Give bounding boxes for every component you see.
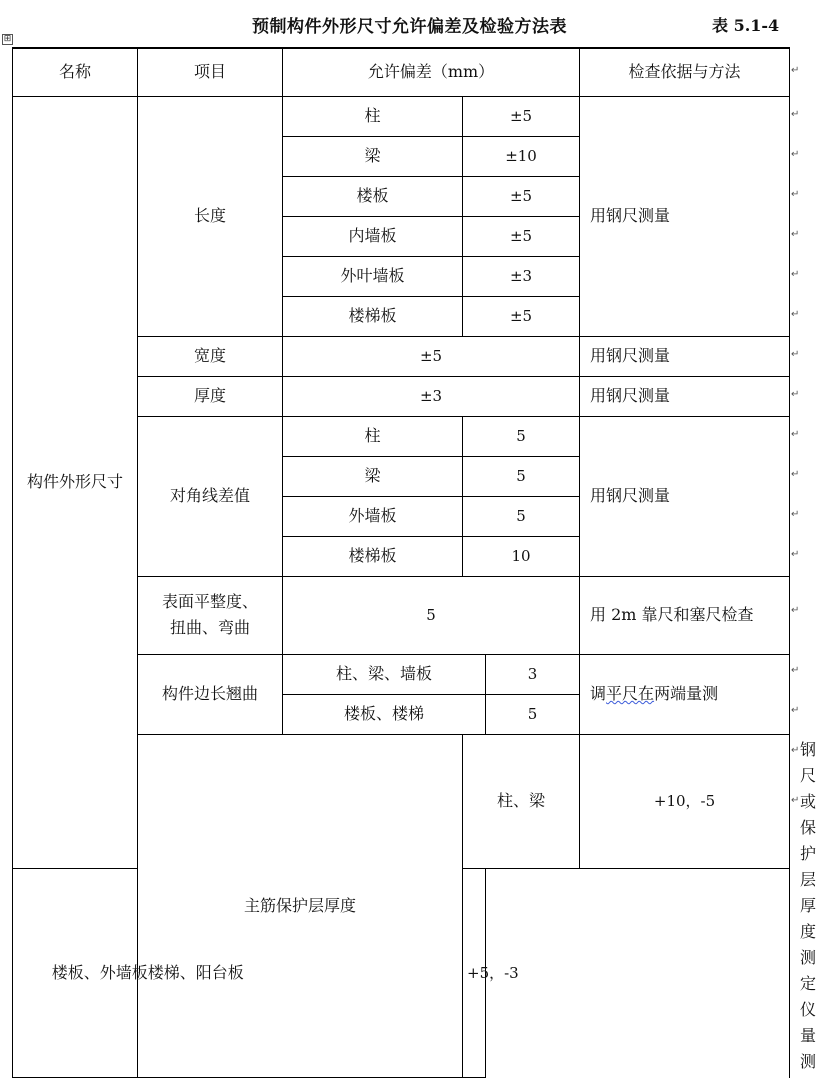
width-method: 用钢尺测量 <box>580 336 790 376</box>
header-method: 检查依据与方法 <box>580 48 790 96</box>
cover-label: 主筋保护层厚度 <box>138 734 463 1077</box>
width-label: 宽度 <box>138 336 283 376</box>
edge-warp-value: 5 <box>486 694 580 734</box>
table-row: 主筋保护层厚度 柱、梁 +10，-5 钢尺或保护层厚度测定仪量测 <box>13 734 790 869</box>
length-value: ±3 <box>463 256 580 296</box>
diagonal-part: 外墙板 <box>283 496 463 536</box>
row-end-mark: ↵ <box>791 349 800 360</box>
cover-value: +10，-5 <box>580 734 790 869</box>
edge-warp-label: 构件边长翘曲 <box>138 654 283 734</box>
cover-part: 柱、梁 <box>463 734 580 869</box>
table-header-row <box>13 48 790 96</box>
table-number: 表 5.1-4 <box>712 16 780 35</box>
length-label: 长度 <box>138 96 283 336</box>
row-end-mark: ↵ <box>791 795 800 806</box>
cover-value: +5，-3 <box>463 869 486 1078</box>
row-end-mark: ↵ <box>791 665 800 676</box>
length-method: 用钢尺测量 <box>580 96 790 336</box>
flatness-label-line2: 扭曲、弯曲 <box>169 618 250 637</box>
diagonal-value: 5 <box>463 456 580 496</box>
row-end-mark: ↵ <box>791 549 800 560</box>
row-end-mark: ↵ <box>791 745 800 756</box>
length-part: 内墙板 <box>283 216 463 256</box>
spellcheck-underline: 平尺在 <box>606 684 655 703</box>
row-end-mark: ↵ <box>791 109 800 120</box>
thickness-label: 厚度 <box>138 376 283 416</box>
length-value: ±5 <box>463 216 580 256</box>
tolerance-table <box>12 47 816 1078</box>
edge-warp-method: 调平尺在两端量测 <box>580 654 790 734</box>
table-move-handle-icon[interactable]: ⊞ <box>3 34 12 44</box>
row-end-mark: ↵ <box>791 65 800 76</box>
header-item: 项目 <box>138 48 283 96</box>
edge-warp-value: 3 <box>486 654 580 694</box>
length-value: ±5 <box>463 296 580 336</box>
row-end-mark: ↵ <box>791 149 800 160</box>
diagonal-part: 梁 <box>283 456 463 496</box>
length-part: 柱 <box>283 96 463 136</box>
diagonal-value: 5 <box>463 416 580 456</box>
header-name: 名称 <box>13 48 138 96</box>
flatness-value: 5 <box>283 576 580 654</box>
page-title: 预制构件外形尺寸允许偏差及检验方法表 <box>252 17 567 37</box>
row-end-mark: ↵ <box>791 429 800 440</box>
edge-warp-part: 柱、梁、墙板 <box>283 654 486 694</box>
length-value: ±5 <box>463 96 580 136</box>
row-end-mark: ↵ <box>791 705 800 716</box>
table-row <box>13 96 790 136</box>
diagonal-part: 柱 <box>283 416 463 456</box>
length-value: ±10 <box>463 136 580 176</box>
length-part: 梁 <box>283 136 463 176</box>
diagonal-value: 5 <box>463 496 580 536</box>
header-tolerance: 允许偏差（mm） <box>283 48 580 96</box>
length-part: 楼板 <box>283 176 463 216</box>
flatness-label-line1: 表面平整度、 <box>161 592 258 611</box>
row-end-mark: ↵ <box>791 469 800 480</box>
row-end-mark: ↵ <box>791 309 800 320</box>
row-end-mark: ↵ <box>791 389 800 400</box>
width-value: ±5 <box>283 336 580 376</box>
row-end-mark: ↵ <box>791 229 800 240</box>
thickness-value: ±3 <box>283 376 580 416</box>
length-part: 楼梯板 <box>283 296 463 336</box>
row-end-mark: ↵ <box>791 605 800 616</box>
diagonal-value: 10 <box>463 536 580 576</box>
length-value: ±5 <box>463 176 580 216</box>
cover-part: 楼板、外墙板楼梯、阳台板 <box>13 869 283 1078</box>
diagonal-method: 用钢尺测量 <box>580 416 790 576</box>
row-end-mark: ↵ <box>791 509 800 520</box>
diagonal-label: 对角线差值 <box>138 416 283 576</box>
row-end-mark: ↵ <box>791 189 800 200</box>
flatness-label <box>138 576 283 654</box>
group-name-cell: 构件外形尺寸 <box>13 96 138 869</box>
diagonal-part: 楼梯板 <box>283 536 463 576</box>
row-end-mark: ↵ <box>791 269 800 280</box>
flatness-method: 用 2m 靠尺和塞尺检查 <box>580 576 790 654</box>
edge-warp-part: 楼板、楼梯 <box>283 694 486 734</box>
length-part: 外叶墙板 <box>283 256 463 296</box>
thickness-method: 用钢尺测量 <box>580 376 790 416</box>
